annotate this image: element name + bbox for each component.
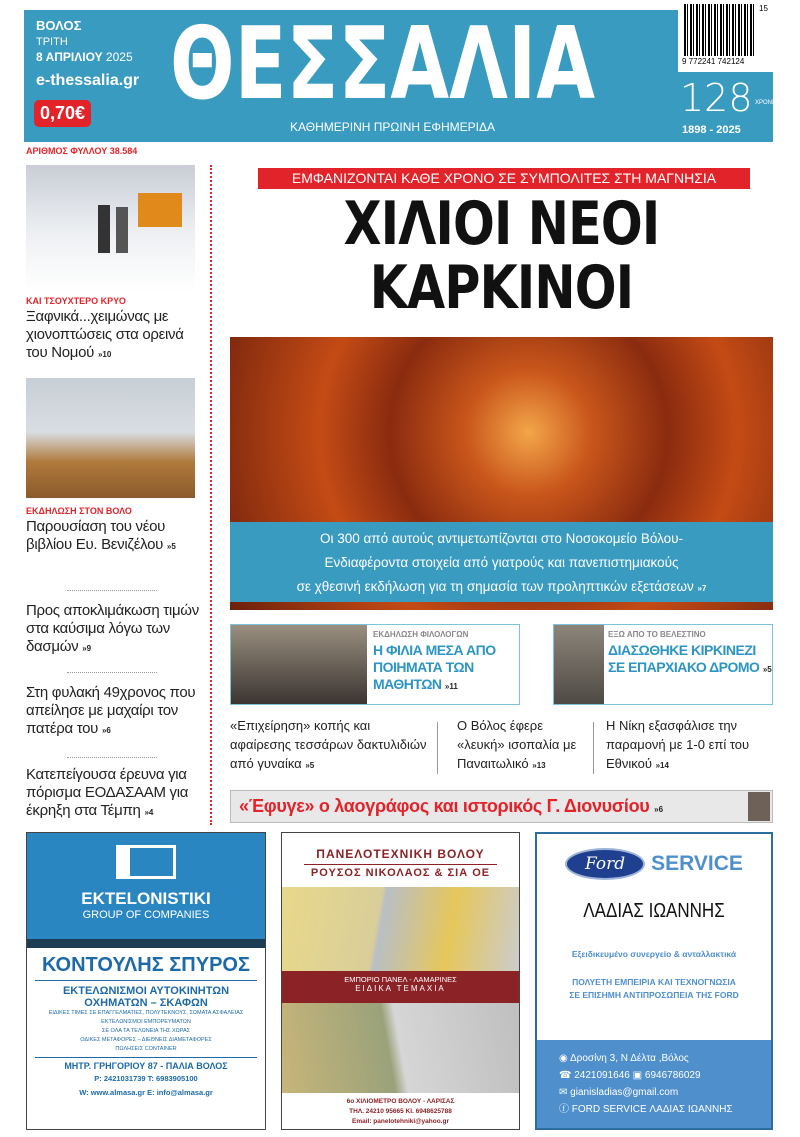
- phone-icon: ☎: [559, 1070, 572, 1081]
- ad-brand: EKTELONISTIKI: [81, 889, 211, 908]
- years-count: 128: [680, 76, 753, 120]
- page-ref: »5: [305, 761, 315, 770]
- page-ref: »14: [655, 761, 669, 770]
- story-box[interactable]: [553, 624, 773, 705]
- short-story[interactable]: [230, 716, 430, 775]
- box-title: [373, 642, 519, 695]
- stripe: [27, 939, 265, 948]
- ad-email: Email: panelotehniki@yahoo.gr: [352, 1118, 449, 1125]
- price-badge: 0,70€: [34, 100, 91, 127]
- ad-service: ΕΚΤΕΛΩΝΙΣΜΟΙ ΕΜΠΟΡΕΥΜΑΤΩΝ: [101, 1019, 191, 1025]
- lead-kicker: ΕΜΦΑΝΙΖΟΝΤΑΙ ΚΑΘΕ ΧΡΟΝΟ ΣΕ ΣΥΜΠΟΛΙΤΕΣ ΣΤΗ ΜΑΓΝΗΣΙΑ: [258, 168, 750, 189]
- ad-service: ΟΔΙΚΕΣ ΜΕΤΑΦΟΡΕΣ – ΔΙΕΘΝΕΙΣ ΔΙΑΜΕΤΑΦΟΡΕΣ: [80, 1037, 212, 1043]
- service-label: SERVICE: [651, 852, 743, 875]
- short-text: «Επιχείρηση» κοπής και αφαίρεσης τεσσάρων δακτυλιδιών από γυναίκα: [230, 718, 427, 771]
- ad-logo-row: [537, 848, 771, 880]
- page-ref: »5: [762, 665, 772, 674]
- page-ref: »4: [144, 808, 154, 817]
- box-title: [608, 642, 772, 678]
- panels-photo-2: [282, 1003, 519, 1093]
- sidebar-headline[interactable]: [26, 518, 176, 556]
- page-ref: »5: [166, 542, 176, 551]
- sidebar-kicker: ΕΚΔΗΛΩΣΗ ΣΤΟΝ ΒΟΛΟ: [26, 506, 132, 516]
- ad-title: ΠΑΝΕΛΟΤΕΧΝΙΚΗ ΒΟΛΟΥ: [316, 847, 485, 861]
- divider: [67, 757, 157, 758]
- page-ref: »6: [101, 726, 111, 735]
- snow-photo: [26, 165, 195, 292]
- students-photo: [231, 625, 367, 704]
- ad-facebook: FORD SERVICE ΛΑΔΙΑΣ ΙΩΑΝΝΗΣ: [571, 1104, 733, 1115]
- ad-address: ΜΗΤΡ. ΓΡΗΓΟΡΙΟΥ 87 - ΠΑΛΙΑ ΒΟΛΟΣ: [35, 1057, 257, 1071]
- person: [98, 205, 110, 253]
- headline-text: Κατεπείγουσα έρευνα για πόρισμα ΕΟΔΑΣΑΑΜ για έκρηξη στα Τέμπη: [26, 766, 189, 819]
- short-story[interactable]: [606, 716, 778, 775]
- sidebar-headline[interactable]: [26, 766, 208, 822]
- barcode-bars: [684, 4, 756, 56]
- ad-email: gianisladias@gmail.com: [570, 1087, 679, 1098]
- lead-caption: [230, 522, 773, 602]
- ad-name: ΛΑΔΙΑΣ ΙΩΑΝΝΗΣ: [583, 900, 725, 922]
- headline-text: Ξαφνικά...χειμώνας με χιονοπτώσεις στα ορεινά του Νομού: [26, 308, 184, 361]
- page-ref: »9: [82, 644, 92, 653]
- ad-brand-panel: [27, 833, 265, 939]
- person: [116, 207, 128, 253]
- ad-phone: 2421091646: [574, 1070, 630, 1081]
- headline-text: Παρουσίαση του νέου βιβλίου Ευ. Βενιζέλου: [26, 518, 166, 553]
- date-year: 2025: [105, 50, 133, 64]
- box-kicker: ΕΚΔΗΛΩΣΗ ΦΙΛΟΛΟΓΩΝ: [373, 630, 469, 639]
- ad-name: ΚΟΝΤΟΥΛΗΣ ΣΠΥΡΟΣ: [35, 954, 257, 981]
- ad-exp: ΣΕ ΕΠΙΣΗΜΗ ΑΝΤΙΠΡΟΣΩΠΕΙΑ ΤΗΣ FORD: [569, 990, 739, 1000]
- sidebar-headline[interactable]: [26, 602, 208, 658]
- ad-spec: Εξειδικευμένο συνεργείο & ανταλλακτικά: [571, 949, 737, 959]
- ad-contact-panel: [537, 1040, 771, 1128]
- ad-ektelonistiki[interactable]: [26, 832, 266, 1130]
- website-link[interactable]: e-thessalia.gr: [36, 72, 140, 89]
- date-day: 8 ΑΠΡΙΛΙΟΥ: [36, 50, 103, 64]
- page-ref: »7: [697, 584, 707, 593]
- box-kicker: ΕΞΩ ΑΠΟ ΤΟ ΒΕΛΕΣΤΙΝΟ: [608, 630, 706, 639]
- ad-address: Δροσίνη 3, Ν Δέλτα ,Βόλος: [569, 1053, 689, 1064]
- ad-service: ΕΙΔΙΚΕΣ ΤΙΜΕΣ ΣΕ ΕΠΑΓΓΕΛΜΑΤΙΕΣ, ΠΟΛΥΤΕΚΝΟΥΣ, ΣΩΜΑΤΑ ΑΣΦΑΛΕΙΑΣ: [48, 1010, 244, 1016]
- edition-number: 15: [759, 4, 768, 13]
- ad-web: W: www.almasa.gr E: info@almasa.gr: [79, 1088, 213, 1097]
- sidebar-headline[interactable]: [26, 308, 208, 364]
- building-icon: [116, 845, 176, 879]
- divider: [593, 722, 594, 774]
- divider: [67, 590, 157, 591]
- ad-line: ΕΚΤΕΛΩΝΙΣΜΟΙ ΑΥΤΟΚΙΝΗΤΩΝ: [62, 985, 230, 997]
- ad-phone: ΤΗΛ. 24210 95665 ΚΙ. 6948625788: [349, 1108, 452, 1115]
- ad-mobile: 6946786029: [644, 1070, 701, 1081]
- ad-ford-service[interactable]: [535, 832, 773, 1130]
- short-text: Ο Βόλος έφερε «λευκή» ισοπαλία με Παναιτωλικό: [457, 718, 577, 771]
- ad-red-band: [282, 971, 519, 1003]
- ad-panelotexniki[interactable]: [281, 832, 520, 1130]
- barcode: [678, 0, 773, 72]
- headline-text: Προς αποκλιμάκωση τιμών στα καύσιμα λόγω των δασμών: [26, 602, 199, 655]
- page-ref: »13: [532, 761, 546, 770]
- mobile-icon: ▣: [632, 1070, 643, 1081]
- short-story[interactable]: [457, 716, 589, 775]
- ad-subtitle: ΡΟΥΣΟΣ ΝΙΚΟΛΑΟΣ & ΣΙΑ ΟΕ: [304, 864, 497, 879]
- box-title-text: ΔΙΑΣΩΘΗΚΕ ΚΙΡΚΙΝΕΖΙ ΣΕ ΕΠΑΡΧΙΑΚΟ ΔΡΟΜΟ: [608, 642, 760, 675]
- box-title-text: Η ΦΙΛΙΑ ΜΕΣΑ ΑΠΟ ΠΟΙΗΜΑΤΑ ΤΩΝ ΜΑΘΗΤΩΝ: [373, 642, 496, 692]
- headline-text: Στη φυλακή 49χρονος που απείλησε με μαχαίρι τον πατέρα του: [26, 684, 196, 737]
- ford-logo: Ford: [565, 848, 645, 880]
- story-box[interactable]: [230, 624, 520, 705]
- years-label: ΧΡΟΝΙΑ: [755, 100, 778, 106]
- portrait-photo: [748, 792, 770, 821]
- location-icon: ◉: [559, 1053, 568, 1064]
- years-span: 1898 - 2025: [682, 124, 741, 136]
- ad-address: 6ο ΧΙΛΙΟΜΕΤΡΟ ΒΟΛΟΥ - ΛΑΡΙΣΑΣ: [346, 1098, 455, 1105]
- ad-exp: ΠΟΛΥΕΤΗ ΕΜΠΕΙΡΙΑ ΚΑΙ ΤΕΧΝΟΓΝΩΣΙΑ: [572, 977, 736, 987]
- banner-text: «Έφυγε» ο λαογράφος και ιστορικός Γ. Διονυσίου: [239, 796, 650, 816]
- barcode-number: 9 772241 742124: [682, 57, 745, 66]
- day: ΤΡΙΤΗ: [36, 36, 68, 48]
- date: [36, 50, 133, 64]
- event-photo: [26, 378, 195, 498]
- ad-service: ΣΕ ΟΛΑ ΤΑ ΤΕΛΩΝΕΙΑ ΤΗΣ ΧΩΡΑΣ: [101, 1028, 191, 1034]
- divider: [437, 722, 438, 774]
- ad-contact: [282, 1097, 519, 1127]
- obituary-banner[interactable]: [230, 790, 773, 823]
- short-text: Η Νίκη εξασφάλισε την παραμονή με 1-0 επί του Εθνικού: [606, 718, 750, 771]
- caption-line: σε χθεσινή εκδήλωση για τη σημασία των προληπτικών εξετάσεων: [296, 579, 694, 594]
- bird-photo: [554, 625, 604, 704]
- headline-line: ΧΙΛΙΟΙ ΝΕΟΙ: [343, 189, 660, 259]
- page-ref: »6: [654, 805, 664, 814]
- facebook-icon: ⓕ: [559, 1104, 569, 1115]
- page-ref: »10: [97, 350, 112, 359]
- divider: [67, 672, 157, 673]
- snowplow: [138, 193, 182, 227]
- caption-line: Οι 300 από αυτούς αντιμετωπίζονται στο Νοσοκομείο Βόλου-: [319, 531, 684, 546]
- issue-number: ΑΡΙΘΜΟΣ ΦΥΛΛΟΥ 38.584: [26, 146, 138, 156]
- column-divider: [210, 165, 212, 825]
- email-icon: ✉: [559, 1087, 568, 1098]
- headline-line: ΚΑΡΚΙΝΟΙ: [369, 253, 634, 323]
- ad-services: [27, 1009, 265, 1054]
- lead-headline[interactable]: [279, 189, 724, 323]
- ad-band-line: ΕΜΠΟΡΙΟ ΠΑΝΕΛ - ΛΑΜΑΡΙΝΕΣ: [344, 975, 457, 984]
- sidebar-kicker: ΚΑΙ ΤΣΟΥΧΤΕΡΟ ΚΡΥΟ: [26, 296, 126, 306]
- caption-line: Ενδιαφέροντα στοιχεία από γιατρούς και πανεπιστημιακούς: [324, 555, 679, 570]
- city: ΒΟΛΟΣ: [36, 18, 82, 33]
- ad-phone: P: 2421031739 T: 6983905100: [94, 1074, 198, 1083]
- ad-service: ΠΩΛΗΣΕΙΣ CONTAINER: [115, 1046, 177, 1052]
- logo-subtitle: ΚΑΘΗΜΕΡΙΝΗ ΠΡΩΙΝΗ ΕΦΗΜΕΡΙΔΑ: [290, 120, 496, 134]
- ad-brand-sub: GROUP OF COMPANIES: [82, 909, 210, 921]
- ad-line: ΟΧΗΜΑΤΩΝ – ΣΚΑΦΩΝ: [84, 997, 208, 1009]
- panels-photo: [282, 887, 519, 971]
- newspaper-logo: ΘΕΣΣΑΛΙΑ: [170, 5, 596, 122]
- ad-band-line: ΕΙΔΙΚΑ ΤΕΜΑΧΙΑ: [355, 984, 446, 993]
- page-ref: »11: [444, 682, 458, 691]
- sidebar-headline[interactable]: [26, 684, 208, 740]
